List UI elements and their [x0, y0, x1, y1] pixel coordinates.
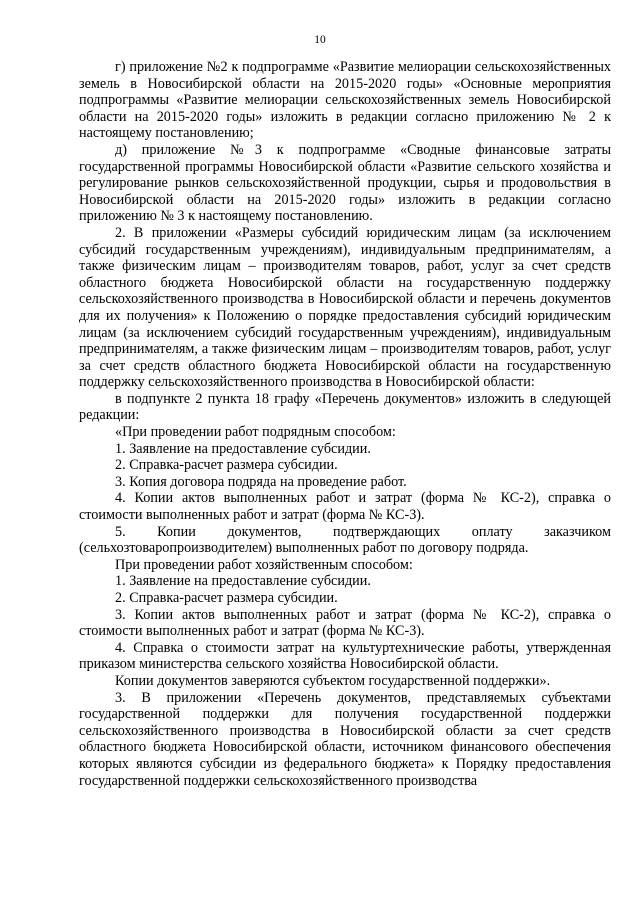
list-item-economic-3: 3. Копии актов выполненных работ и затрат (форма № КС-2), справка о стоимости выполненных работ и затрат (форма № КС-3).	[79, 606, 611, 640]
document-body	[79, 59, 611, 789]
paragraph-amendment-g: г) приложение №2 к подпрограмме «Развитие мелиорации сельскохозяйственных земель в Новосибирской области на 2015-2020 годы» «Основные мероприятия подпрограммы «Развитие мелиорации сельскохозяйственных земель Новосибирской области на 2015-2020 годы» изложить в редакции согласно приложению № 2 к настоящему постановлению;	[79, 59, 611, 142]
paragraph-economic-method-heading: При проведении работ хозяйственным способом:	[115, 556, 413, 573]
paragraph-item-3: 3. В приложении «Перечень документов, представляемых субъектами государственной поддержки для получения государственной поддержки сельскохозяйственного производства в Новосибирской области за счет средств областного бюджета Новосибирской области, источником финансового обеспечения которых являются субсидии из федерального бюджета» к Порядку предоставления государственной поддержки сельскохозяйственного производства	[79, 689, 611, 789]
list-item-economic-2: 2. Справка-расчет размера субсидии.	[115, 590, 338, 606]
paragraph-item-2: 2. В приложении «Размеры субсидий юридическим лицам (за исключением субсидий государственным учреждениям), индивидуальным предпринимателям, а также физическим лицам – производителям товаров, работ, услуг за счет средств областного бюджета Новосибирской области на государственную поддержку сельскохозяйственного производства в Новосибирской области и перечень документов для их получения» к Положению о порядке предоставления субсидий юридическим лицам (за исключением субсидий государственным учреждениям), индивидуальным предпринимателям, а также физическим лицам – производителям товаров, работ, услуг за счет средств областного бюджета Новосибирской области на государственную поддержку сельскохозяйственного производства в Новосибирской области:	[79, 224, 611, 391]
list-item-contract-4: 4. Копии актов выполненных работ и затрат (форма № КС-2), справка о стоимости выполненных работ и затрат (форма № КС-3).	[79, 490, 611, 524]
list-item-economic-1: 1. Заявление на предоставление субсидии.	[115, 573, 371, 590]
list-item-contract-5: 5. Копии документов, подтверждающих оплату заказчиком (сельхозтоваропроизводителем) выполненных работ по договору подряда.	[79, 523, 611, 557]
page-number: 10	[314, 34, 326, 46]
paragraph-certification-note: Копии документов заверяются субъектом государственной поддержки».	[115, 672, 551, 689]
list-item-contract-1: 1. Заявление на предоставление субсидии.	[115, 440, 371, 457]
list-item-economic-4: 4. Справка о стоимости затрат на культуртехнические работы, утвержденная приказом министерства сельского хозяйства Новосибирской области.	[79, 639, 611, 673]
paragraph-subitem-instruction: в подпункте 2 пункта 18 графу «Перечень документов» изложить в следующей редакции:	[79, 390, 611, 424]
paragraph-amendment-d: д) приложение №3 к подпрограмме «Сводные финансовые затраты государственной программы Новосибирской области «Развитие сельского хозяйства и регулирование рынков сельскохозяйственной продукции, сырья и продовольствия в Новосибирской области на 2015-2020 годы» изложить в редакции согласно приложению № 3 к настоящему постановлению.	[79, 141, 611, 225]
paragraph-contract-method-heading: «При проведении работ подрядным способом:	[115, 424, 396, 441]
list-item-contract-3: 3. Копия договора подряда на проведение работ.	[115, 473, 407, 490]
list-item-contract-2: 2. Справка-расчет размера субсидии.	[115, 457, 338, 474]
